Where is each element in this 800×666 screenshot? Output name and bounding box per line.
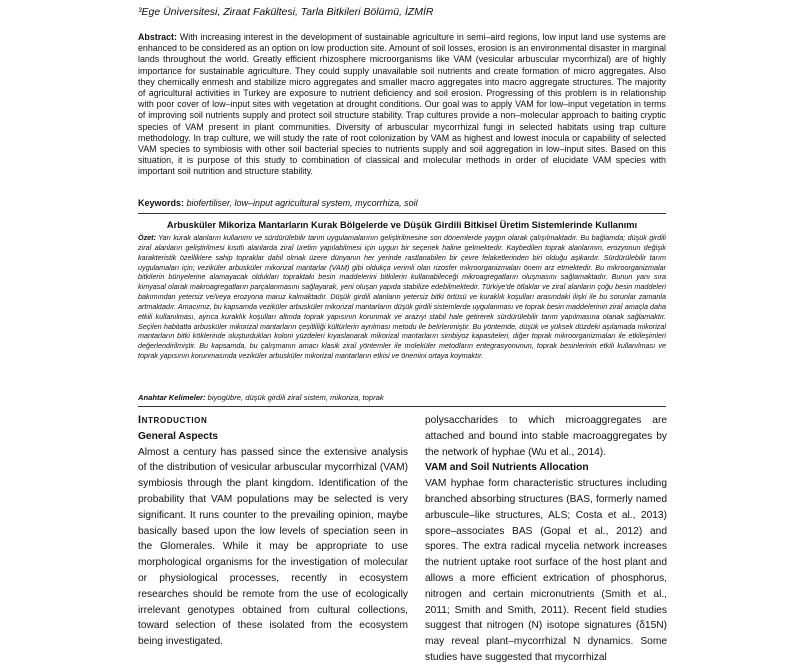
body-right-column: [425, 413, 667, 666]
turkish-abstract-text: Yarı kurak alanların kullanımı ve sürdürülebilir tarım uygulamalarının geliştirilmesine son dönemlerde yaygın olarak çalışılmaktadır. Bu bağlamda; düşük girdili ziraî alanların geliştirilmesi kısıtlı alanlarda ziraî üretim yapılabilmesi için uygun bir seçenek haline gelmektedir. Kaybedilen toprak alanlarının, erozyonun değişik karakteristik özelliklere sahip topraklar dahil olmak üzere dünyanın her yerinde rastlanabilen bir çevre felaketlerinden biri olduğu aşikardır. Sürdürülebilir tarım uygulamaları için; veziküler arbusküler mikorizal mantarlar (VAM) gibi oldukça verimli olan rizosfer mikroorganizmaları önem arz etmektedir. Bu mikroorganizmalar bitkilerin bünyelerine alamayacak oldukları topraktaki besin maddelerini bitkilerin kullanabileceği mikroagregatların oluşmasını sağlamaktadır. Bunun yanı sıra kimyasal olarak makroagregatların parçalanmasını sağlayarak, yeni oluşan yapıda stabilize edebilmektedir. Türkiye'de ötlaklar ve ziraî alanların çoğu besin maddeleri bakımından yetersiz ve/veya erozyona maruz kalmaktadır. Düşük girdili alanların yetersiz bitki örtüsü ve kuraklık koşulları arasındaki ilişki ile bu sorunlar zamanla artmaktadır. Amacımız, bu kapsamda veziküler arbusküler mikorizal mantarların düşük girdili sistemlerde uygulanması ve toprak besin maddelerinin ziraî amaçla daha etkili kullanılması, ayrıca kuraklık koşulları altında toprak yapısının korunmak ve arazıyi stabil hale getirerek sürdürülebilir tarım yapılmasına olanak sağlamaktır. Seçilen habitatta arbusküler mikorizal mantarların çeşitliliği kültürlerin ayrılması metodu ile belirlenmiştir. Bu yöntemde, düşük ve yüksek düzdeki aşılamada mikorizal mantarların bitki köklerinde oluşturdukları koloni yüzdeleri kıyaslanarak mikorizal mantarların simbiyoz kapasiteleri, diğer toprak mikroorganizmaları ile etkileşimleri değerlendirilmiştir. Bu kapsamda, bu çalışmanın amacı klasik ziraî yöntemler ile moleküler metodların entegrasyonunun, toprak besinlerinin etkili kullanılması ve toprak yapısının korunmasında veziküler arbusküler mikorizal mantarların etkisi ve önemini ortaya koymaktır.: [138, 233, 666, 361]
subsection-heading: General Aspects: [138, 430, 219, 442]
english-abstract: [138, 32, 666, 178]
turkish-abstract-label: Özet:: [138, 233, 156, 242]
divider: [138, 406, 666, 407]
turkish-title: Arbusküler Mikoriza Mantarların Kurak Bölgelerde ve Düşük Girdili Bitkisel Üretim Sistemlerinde Kullanımı: [166, 220, 638, 230]
abstract-text: With increasing interest in the development of sustainable agriculture in semi–aird regions, low input land use systems are enhanced to be considered as an option on low production site. Amount of soil losses, erosion is an environmental disaster in marginal lands throughout the world. Greatly efficient rhizosphere microorganisms like VAM (vesicular arbuscular mycorrhizal) are of highly importance for sustainable agriculture. They could supply unavailable soil nutrients and create formation of micro aggregates. Also they chemically enmesh and stabilize micro aggregates and smaller macro aggregates into macro aggregate structures. The majority of agricultural activities in Turkey are exposure to nutrient deficiency and soil erosion. Progressing of this problem is in relationship with poor cover of low–input sites with vegetation at drought conditions. Our goal was to apply VAM for low–input vegetation in terms of improving soil nutrients supply and protect soil structure stability. Trap cultures provide a non–molecular approach to baiting cryptic species of VAM present in plant communities. Diversity of arbuscular mycorrhizal fungi in selected habitats using trap culture methodology. In trap culture, we will study the rate of root colonization by VAM as highest and lowest inocula or capability of selected VAM species to symbiosis with other soil bacterial species to nutrients supply and soil aggregation in low–input sites. Based on this situation, it is purpose of this study to combination of classical and molecular methods in order of elucidate VAM species with important soil nutrition and structure stability.: [138, 32, 666, 177]
body-paragraph: polysaccharides to which microaggregates are attached and bound into stable macroaggregates by the network of hyphae (Wu et al., 2014).: [425, 415, 667, 458]
keywords-label: Keywords:: [138, 198, 185, 208]
body-paragraph: Almost a century has passed since the extensive analysis of the distribution of vesicular arbuscular mycorrhizal (VAM) symbiosis through the plant kingdom. Identification of the probability that VAM populations may be selected is very significant. It runs counter to the prevailing opinion, maybe basically based upon the low levels of speciation seen in the Glomerales. While it may be appropriate to use morphological organisms for the investigation of molecular or physiological processes, recently in ecosystem researches should be remote from the use of ecologically irrelevant genotypes obtained from cultural collections, toward selection of these isolated from the ecosystem being investigated.: [138, 446, 408, 648]
turkish-keywords-text: biyogübre, düşük girdili ziraî sistem, mikoriza, toprak: [207, 393, 384, 402]
subsection-heading: VAM and Soil Nutrients Allocation: [425, 462, 589, 474]
divider: [138, 213, 666, 214]
turkish-keywords: [138, 393, 666, 402]
author-affiliation: ³Ege Üniversitesi, Ziraat Fakültesi, Tarla Bitkileri Bölümü, İZMİR: [138, 6, 434, 18]
section-heading: Introduction: [138, 414, 208, 426]
turkish-abstract: [138, 233, 666, 361]
body-left-column: [138, 413, 408, 650]
turkish-keywords-label: Anahtar Kelimeler:: [138, 393, 206, 402]
keywords-text: biofertiliser, low–input agricultural system, mycorrhiza, soil: [186, 198, 418, 208]
abstract-label: Abstract:: [138, 32, 177, 42]
english-keywords: [138, 198, 666, 208]
body-paragraph: VAM hyphae form characteristic structures including branched absorbing structures (BAS, formerly named arbuscule–like structures, ALS; Costa et al., 2013) spore–associates BAS (Gopal et al., 2012) and spores. The extra radical mycelia network increases the nutrient uptake root surface of the host plant and allows a more efficient extrication of phosphorus, nitrogen and certain micronutrients (Smith et al., 2011; Smith and Smith, 2011). Recent field studies suggest that nitrogen (N) isotope signatures (δ15N) may reveal plant–mycorrhizal N dynamics. Some studies have suggested that mycorrhizal: [425, 478, 667, 663]
